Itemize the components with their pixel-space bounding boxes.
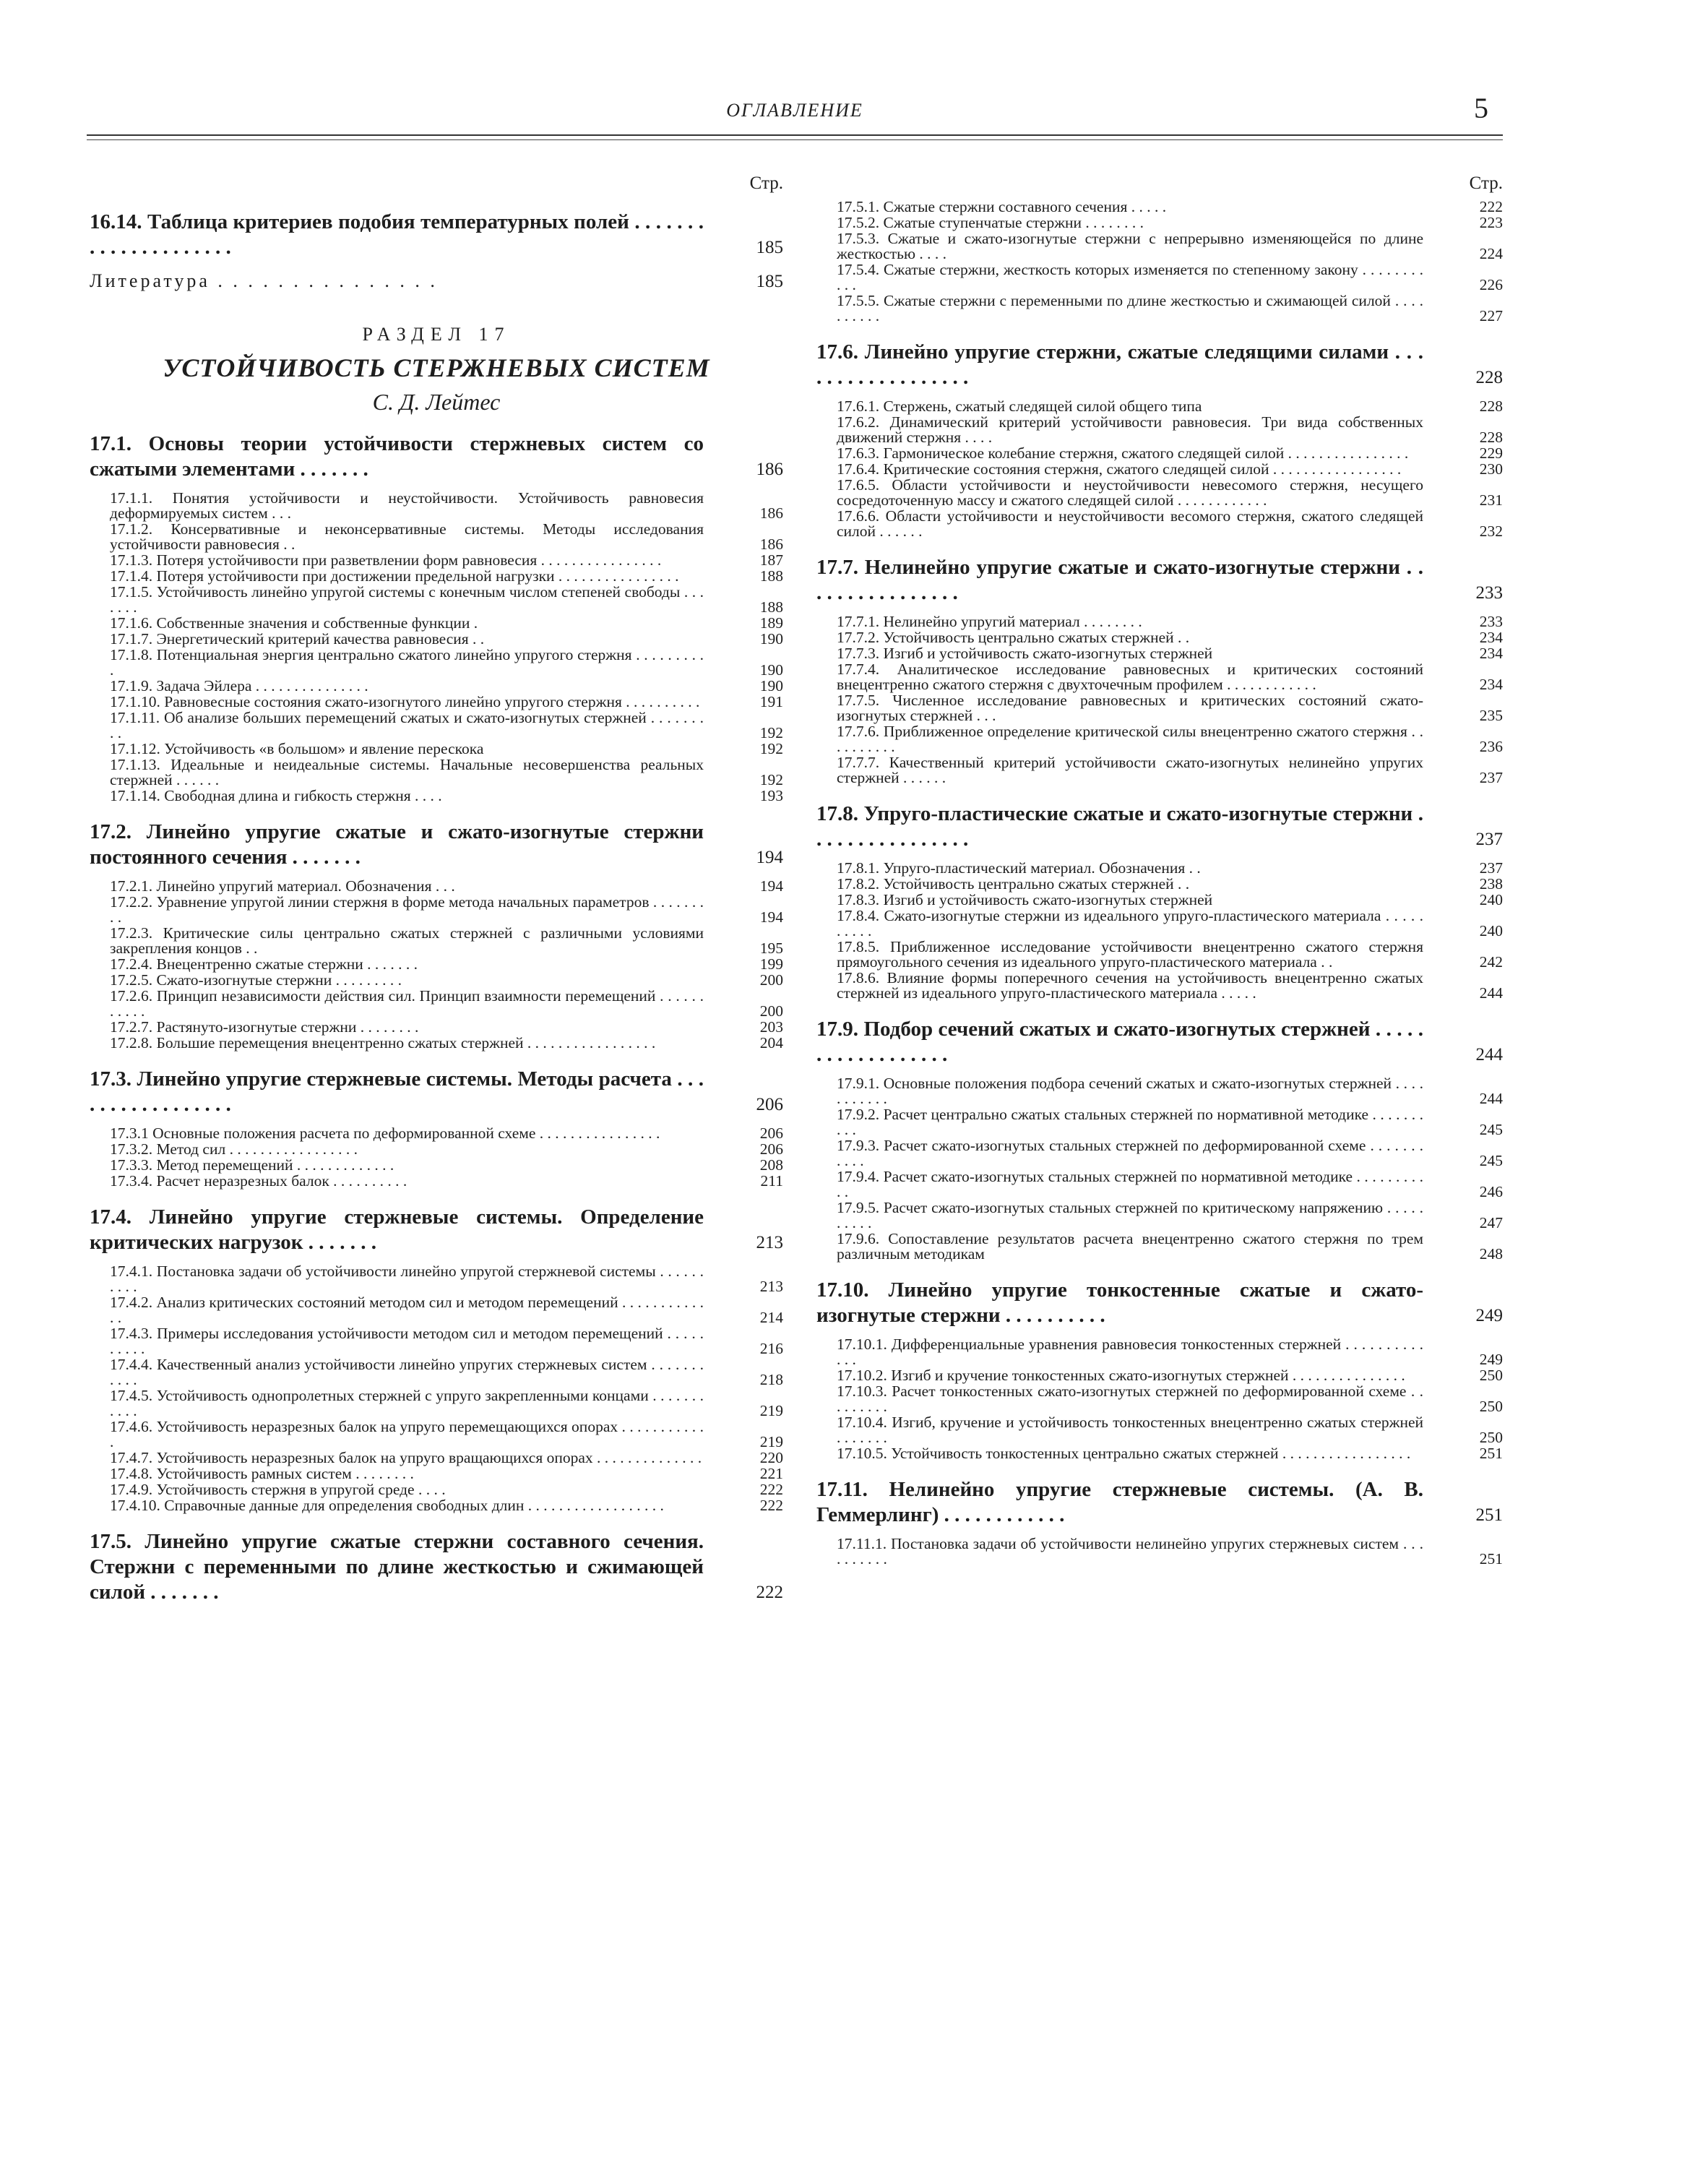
toc-entry-page: 234 [1479,645,1503,662]
toc-subsection-entry [90,648,783,678]
toc-entry-page: 244 [1479,1090,1503,1107]
toc-subsection-entry [816,1231,1503,1262]
toc-entry-title: 17.8.6. Влияние формы поперечного сечения на устойчивость внецентренно сжатых стержней из идеального упруго-пластического материала . . . . . [837,969,1423,1002]
section-author: С. Д. Лейтес [372,389,501,415]
toc-entry-page: 222 [1479,198,1503,215]
toc-subsection-entry [816,1415,1503,1445]
toc-entry-title: 17.4.7. Устойчивость неразрезных балок на упруго вращающихся опорах . . . . . . . . . . . . . . [110,1449,702,1466]
toc-entry-page: 251 [1479,1445,1503,1462]
toc-entry-title: 17.9.2. Расчет центрально сжатых стальных стержней по нормативной методике . . . . . . . . . . [837,1106,1423,1138]
toc-entry-page: 237 [1479,769,1503,786]
toc-subsection-entry [90,616,783,631]
toc-entry-page: 191 [759,693,783,710]
toc-entry-title: 17.7.7. Качественный критерий устойчивости сжато-изогнутых нелинейно упругих стержней . . . . . . [837,754,1423,786]
toc-entry-title: 17.1.3. Потеря устойчивости при разветвлении форм равновесия . . . . . . . . . . . . . . . . [110,551,662,569]
toc-entry-title: 17.7. Нелинейно упругие сжатые и сжато-изогнутые стержни . . . . . . . . . . . . . . . . [816,556,1423,604]
toc-entry-title: 17.9.4. Расчет сжато-изогнутых стальных стержней по нормативной методике . . . . . . . . . . . [837,1168,1423,1200]
toc-entry-title: 17.11.1. Постановка задачи об устойчивости нелинейно упругих стержневых систем . . . . . . . . . . [837,1535,1423,1568]
toc-section-entry [816,1477,1503,1528]
toc-entry-page: 245 [1479,1121,1503,1138]
toc-entry-title: 17.1.13. Идеальные и неидеальные системы. Начальные несовершенства реальных стержней . . . . . . [110,756,704,788]
toc-entry-title: 17.1.1. Понятия устойчивости и неустойчивости. Устойчивость равновесия деформируемых систем . . . [110,489,704,522]
toc-entry-title: 17.1.4. Потеря устойчивости при достижении предельной нагрузки . . . . . . . . . . . . . . . . [110,567,679,585]
toc-subsection-entry [90,1357,783,1388]
toc-subsection-entry [816,293,1503,324]
toc-subsection-entry [816,614,1503,629]
toc-subsection-entry [90,879,783,894]
toc-entry-page: 221 [759,1465,783,1482]
toc-subsection-entry [90,1466,783,1482]
toc-entry-title: 17.2.8. Большие перемещения внецентренно сжатых стержней . . . . . . . . . . . . . . . . . [110,1034,656,1052]
toc-entry-page: 214 [759,1309,783,1326]
toc-entry-page: 237 [1479,859,1503,877]
toc-entry-page: 188 [759,598,783,616]
toc-subsection-entry [816,509,1503,539]
toc-entry-page: 186 [759,504,783,522]
toc-entry-page: 244 [1479,984,1503,1002]
toc-entry-title: 17.2.3. Критические силы центрально сжатых стержней с различными условиями закрепления концов . . [110,924,704,957]
toc-entry-page: 219 [759,1402,783,1419]
toc-entry-page: 185 [756,238,783,257]
toc-entry-page: 190 [759,677,783,695]
toc-entry-page: 188 [759,567,783,585]
toc-entry-page: 192 [759,724,783,741]
toc-section-entry [90,1529,783,1605]
toc-entry-title: 17.6.3. Гармоническое колебание стержня, сжатого следящей силой . . . . . . . . . . . . . . . . [837,444,1409,462]
toc-entry-title: 17.2.6. Принцип независимости действия сил. Принцип взаимности перемещений . . . . . . . . . . . [110,987,704,1020]
toc-right-column [816,173,1503,1568]
toc-entry-title: 17.7.2. Устойчивость центрально сжатых стержней . . [837,629,1190,646]
toc-entry-title: 17.1.9. Задача Эйлера . . . . . . . . . . . . . . . [110,677,368,695]
toc-entries-section-17 [90,431,783,1605]
toc-subsection-entry [816,399,1503,414]
toc-entry-title: 17.4.3. Примеры исследования устойчивости методом сил и методом перемещений . . . . . . . . . . [110,1325,704,1357]
toc-entry-title: 17.5. Линейно упругие сжатые стержни составного сечения. Стержни с переменными по длине жесткостью и сжимающей силой . . . . . . . [90,1530,704,1604]
toc-entry-title: 17.4. Линейно упругие стержневые системы. Определение критических нагрузок . . . . . . . [90,1205,704,1254]
toc-subsection-entry [90,1174,783,1189]
toc-entry-title: 17.5.2. Сжатые ступенчатые стержни . . . . . . . . [837,214,1144,231]
toc-entry-title: 17.7.1. Нелинейно упругий материал . . . . . . . . [837,613,1142,630]
toc-entries-right [816,199,1503,1567]
toc-subsection-entry [816,662,1503,692]
toc-entry-title: 17.2.4. Внецентренно сжатые стержни . . . . . . . [110,955,418,973]
toc-subsection-entry [90,973,783,988]
toc-entry-title: 17.1.7. Энергетический критерий качества равновесия . . [110,630,485,648]
toc-subsection-entry [816,462,1503,477]
toc-subsection-entry [816,1384,1503,1414]
toc-entry-page: 230 [1479,460,1503,478]
toc-entry-title: 17.2.1. Линейно упругий материал. Обозначения . . . [110,877,455,895]
toc-entry-page: 235 [1479,707,1503,724]
toc-entry-page: 192 [759,771,783,788]
toc-subsection-entry [816,861,1503,876]
toc-entry-title: 17.4.5. Устойчивость однопролетных стержней с упруго закрепленными концами . . . . . . . . . . . [110,1387,704,1419]
toc-section-entry [816,801,1503,852]
toc-entry-title: 17.4.6. Устойчивость неразрезных балок на упруго перемещающихся опорах . . . . . . . . . . . . [110,1418,704,1450]
toc-entry-page: 222 [756,1583,783,1602]
toc-entry-title: 17.2.2. Уравнение упругой линии стержня в форме метода начальных параметров . . . . . . . . . [110,893,704,926]
toc-entry-page: 203 [759,1018,783,1036]
toc-entry-title: 17.9.1. Основные положения подбора сечений сжатых и сжато-изогнутых стержней . . . . . . . . . . . [837,1075,1423,1107]
toc-entry-page: 234 [1479,629,1503,646]
toc-entry-page: 216 [759,1340,783,1357]
toc-entry-title: 17.8.2. Устойчивость центрально сжатых стержней . . [837,875,1190,893]
toc-entry-page: 246 [1479,1183,1503,1200]
toc-entry-title: 17.10. Линейно упругие тонкостенные сжатые и сжато-изогнутые стержни . . . . . . . . . . [816,1278,1423,1327]
toc-entry-page: 226 [1479,276,1503,293]
toc-entry-title: 17.6.6. Области устойчивости и неустойчивости весомого стержня, сжатого следящей силой . . . . . . [837,507,1423,540]
toc-entry-title: 17.6.5. Области устойчивости и неустойчивости невесомого стержня, несущего сосредоточенную массу и сжатого следящей силой . . . . . . . . . . . . [837,476,1423,509]
toc-subsection-entry [90,1158,783,1173]
toc-entry-page: 227 [1479,307,1503,324]
toc-entry-title: 17.7.3. Изгиб и устойчивость сжато-изогнутых стержней [837,645,1213,662]
toc-entry-page: 206 [759,1124,783,1142]
toc-entry-page: 200 [759,971,783,989]
toc-entry-title: 17.7.6. Приближенное определение критической силы внецентренно сжатого стержня . . . . . . . . . . [837,723,1423,755]
toc-entry-title: 17.10.1. Дифференциальные уравнения равновесия тонкостенных стержней . . . . . . . . . . . . . [837,1336,1423,1368]
toc-entry-title: 17.5.4. Сжатые стержни, жесткость которых изменяется по степенному закону . . . . . . . . . . . [837,261,1423,293]
section-label: РАЗДЕЛ 17 [362,324,511,345]
toc-subsection-entry [90,1388,783,1419]
toc-entry-title: Литература . . . . . . . . . . . . . . . [90,270,438,291]
toc-subsection-entry [816,215,1503,231]
toc-left-column [90,173,783,1614]
toc-subsection-entry [90,1142,783,1157]
toc-entry-page: 222 [759,1481,783,1498]
toc-entry-page: 251 [1475,1505,1503,1525]
toc-subsection-entry [90,553,783,568]
toc-entry-title: 17.9.6. Сопоставление результатов расчета внецентренно сжатого стержня по трем различным методикам [837,1230,1423,1263]
toc-subsection-entry [816,199,1503,215]
toc-entry-page: 194 [759,877,783,895]
toc-entry-page: 223 [1479,214,1503,231]
toc-entry-title: 16.14. Таблица критериев подобия температурных полей . . . . . . . . . . . . . . . . . . . . . [90,210,704,259]
toc-entry-title: 17.4.2. Анализ критических состояний методом сил и методом перемещений . . . . . . . . . . . . . [110,1294,704,1326]
toc-subsection-entry [90,895,783,925]
toc-subsection-entry [816,1138,1503,1169]
toc-entry-page: 186 [759,536,783,553]
toc-subsection-entry [90,957,783,972]
toc-subsection-entry [816,1337,1503,1367]
toc-entry-page: 242 [1479,953,1503,971]
toc-entry-page: 240 [1479,922,1503,939]
toc-subsection-entry [90,741,783,757]
toc-entry-page: 234 [1479,676,1503,693]
toc-entry-title: 17.1.11. Об анализе больших перемещений сжатых и сжато-изогнутых стержней . . . . . . . . . [110,709,704,741]
toc-entry-title: 17.2. Линейно упругие сжатые и сжато-изогнутые стержни постоянного сечения . . . . . . . [90,820,704,869]
header-rule-thin [87,139,1503,140]
toc-subsection-entry [816,971,1503,1001]
toc-subsection-entry [90,491,783,521]
toc-entry-title: 17.8.5. Приближенное исследование устойчивости внецентренно сжатого стержня прямоугольного сечения из идеального упруго-пластического материала . . [837,938,1423,971]
toc-entry-page: 228 [1475,368,1503,387]
toc-subsection-entry [816,1107,1503,1138]
toc-entry-title: 17.6.2. Динамический критерий устойчивости равновесия. Три вида собственных движений стержня . . . . [837,413,1423,446]
toc-entry-title: 17.6.1. Стержень, сжатый следящей силой общего типа [837,397,1202,415]
running-header-title: ОГЛАВЛЕНИЕ [726,100,863,121]
toc-entry-title: 17.4.1. Постановка задачи об устойчивости линейно упругой стержневой системы . . . . . . . . . . [110,1263,704,1295]
toc-entry-page: 244 [1475,1045,1503,1065]
toc-entry-title: 17.3. Линейно упругие стержневые системы. Методы расчета . . . . . . . . . . . . . . . . . [90,1067,704,1116]
toc-entry-title: 17.6. Линейно упругие стержни, сжатые следящими силами . . . . . . . . . . . . . . . . . . [816,340,1423,389]
toc-subsection-entry [816,262,1503,293]
toc-entry-page: 192 [759,740,783,757]
toc-subsection-entry [90,1295,783,1325]
toc-subsection-entry [816,415,1503,445]
toc-section-entry [816,1278,1503,1328]
toc-subsection-entry [816,877,1503,892]
toc-entry-page: 204 [759,1034,783,1052]
toc-entry-title: 17.4.10. Справочные данные для определения свободных длин . . . . . . . . . . . . . . . . . . [110,1497,664,1514]
toc-section-entry [90,820,783,870]
toc-section-entry [816,1017,1503,1067]
page-column-label: Стр. [749,173,783,193]
toc-entry-title: 17.1.8. Потенциальная энергия центрально сжатого линейно упругого стержня . . . . . . . . . . [110,646,704,679]
toc-entry-page: 250 [1479,1367,1503,1384]
toc-entry-page: 189 [759,614,783,632]
toc-entry-page: 208 [759,1156,783,1174]
toc-subsection-entry [90,1326,783,1356]
toc-entry-title: 17.5.5. Сжатые стержни с переменными по длине жесткостью и сжимающей силой . . . . . . . . . . [837,292,1423,324]
toc-entry-title: 17.10.5. Устойчивость тонкостенных центрально сжатых стержней . . . . . . . . . . . . . . . . . [837,1445,1411,1462]
toc-section-entry [90,1205,783,1255]
toc-subsection-entry [816,446,1503,461]
toc-entry-page: 186 [756,460,783,479]
toc-entry-title: 17.4.8. Устойчивость рамных систем . . . . . . . . [110,1465,414,1482]
toc-entry-title: 17.10.2. Изгиб и кручение тонкостенных сжато-изогнутых стержней . . . . . . . . . . . . . . . [837,1367,1405,1384]
toc-entry-page: 199 [759,955,783,973]
section-heading [90,324,783,416]
toc-entry-title: 17.9.5. Расчет сжато-изогнутых стальных стержней по критическому напряжению . . . . . . . . . . [837,1199,1423,1231]
toc-entry-title: 17.3.2. Метод сил . . . . . . . . . . . . . . . . . [110,1140,358,1158]
toc-subsection-entry [816,1368,1503,1383]
toc-entry-page: 185 [756,272,783,291]
toc-entry-title: 17.9.3. Расчет сжато-изогнутых стальных стержней по деформированной схеме . . . . . . . . . . . [837,1137,1423,1169]
toc-entry-page: 249 [1475,1306,1503,1325]
header-rule [87,134,1503,136]
page-number: 5 [1474,92,1488,124]
toc-subsection-entry [90,632,783,647]
toc-entry-title: 17.11. Нелинейно упругие стержневые системы. (А. В. Геммерлинг) . . . . . . . . . . . . [816,1478,1423,1526]
toc-entry-title: 17.2.7. Растянуто-изогнутые стержни . . . . . . . . [110,1018,419,1036]
toc-entry-title: 17.6.4. Критические состояния стержня, сжатого следящей силой . . . . . . . . . . . . . . . . . [837,460,1402,478]
toc-entry-page: 219 [759,1433,783,1450]
toc-entry-page: 250 [1479,1398,1503,1415]
toc-subsection-entry [90,569,783,584]
page-column-label: Стр. [1469,173,1503,193]
toc-subsection-entry [816,1076,1503,1106]
toc-entry-title: 17.3.1 Основные положения расчета по деформированной схеме . . . . . . . . . . . . . . . . [110,1124,660,1142]
toc-entry-page: 232 [1479,523,1503,540]
toc-section-entry [90,1067,783,1117]
toc-entry-page: 206 [759,1140,783,1158]
toc-entry-page: 250 [1479,1429,1503,1446]
toc-entry-title: 17.7.4. Аналитическое исследование равновесных и критических состояний внецентренно сжатого стержня с двухточечным профилем . . . . . . . . . . . . [837,661,1423,693]
toc-entry-page: 248 [1479,1245,1503,1263]
toc-subsection-entry [90,757,783,788]
toc-subsection-entry [90,585,783,615]
toc-entry-page: 236 [1479,738,1503,755]
toc-entry-title: 17.8.3. Изгиб и устойчивость сжато-изогнутых стержней [837,891,1213,908]
toc-entry-page: 237 [1475,830,1503,849]
toc-entry-title: 17.1.2. Консервативные и неконсервативные системы. Методы исследования устойчивости равновесия . . [110,520,704,553]
section-title: УСТОЙЧИВОСТЬ СТЕРЖНЕВЫХ СИСТЕМ [163,353,710,382]
toc-entry-page: 229 [1479,444,1503,462]
toc-subsection-entry [816,908,1503,939]
toc-subsection-entry [90,695,783,710]
toc-entry-page: 211 [760,1172,783,1190]
toc-literature-entry [90,270,783,292]
toc-subsection-entry [816,1169,1503,1200]
toc-entry-title: 17.1.12. Устойчивость «в большом» и явление перескока [110,740,484,757]
toc-subsection-entry [90,1264,783,1294]
toc-entry-page: 195 [759,939,783,957]
toc-subsection-entry [816,478,1503,508]
toc-subsection-entry [816,939,1503,970]
toc-entry-title: 17.3.4. Расчет неразрезных балок . . . . . . . . . . [110,1172,407,1190]
toc-entry-page: 224 [1479,245,1503,262]
toc-entry-page: 238 [1479,875,1503,893]
toc-entry-page: 213 [756,1233,783,1252]
toc-entry-page: 233 [1479,613,1503,630]
toc-entry-title: 17.1.14. Свободная длина и гибкость стержня . . . . [110,787,442,804]
toc-entry-title: 17.1.5. Устойчивость линейно упругой системы с конечным числом степеней свободы . . . . . . . [110,583,704,616]
toc-entry-page: 213 [759,1278,783,1295]
toc-subsection-entry [816,724,1503,754]
toc-entry-title: 17.4.9. Устойчивость стержня в упругой среде . . . . [110,1481,446,1498]
toc-entry-title: 17.3.3. Метод перемещений . . . . . . . . . . . . . [110,1156,394,1174]
toc-subsection-entry [90,1450,783,1466]
toc-entry-page: 233 [1475,583,1503,603]
toc-section-entry [90,431,783,482]
toc-subsection-entry [90,1020,783,1035]
toc-subsection-entry [816,1536,1503,1567]
toc-subsection-entry [90,989,783,1019]
toc-entry-title: 17.1.6. Собственные значения и собственные функции . [110,614,478,632]
toc-entry-title: 17.7.5. Численное исследование равновесных и критических состояний сжато-изогнутых стержней . . . [837,692,1423,724]
toc-entries-before-section [90,210,783,292]
toc-entry-page: 228 [1479,397,1503,415]
toc-entry-title: 17.10.3. Расчет тонкостенных сжато-изогнутых стержней по деформированной схеме . . . . . . . . . [837,1382,1423,1415]
toc-section-entry [816,555,1503,606]
toc-subsection-entry [816,893,1503,908]
toc-entry-page: 249 [1479,1351,1503,1368]
toc-subsection-entry [816,755,1503,786]
toc-subsection-entry [816,693,1503,723]
toc-entry-title: 17.2.5. Сжато-изогнутые стержни . . . . . . . . . [110,971,402,989]
toc-entry-page: 240 [1479,891,1503,908]
toc-subsection-entry [90,788,783,804]
toc-subsection-entry [90,1482,783,1497]
toc-entry-title: 17.8.4. Сжато-изогнутые стержни из идеального упруго-пластического материала . . . . . . . . . . [837,907,1423,939]
toc-subsection-entry [90,522,783,552]
toc-subsection-entry [90,926,783,956]
toc-subsection-entry [816,1446,1503,1461]
toc-subsection-entry [90,1498,783,1513]
toc-entry-page: 247 [1479,1214,1503,1231]
toc-entry-page: 200 [759,1002,783,1020]
toc-entry-page: 194 [759,908,783,926]
toc-entry-page: 245 [1479,1152,1503,1169]
toc-subsection-entry [90,1126,783,1141]
toc-subsection-entry [816,231,1503,262]
toc-entry-page: 228 [1479,429,1503,446]
toc-entry-page: 222 [759,1497,783,1514]
toc-subsection-entry [816,1200,1503,1231]
toc-entry-page: 190 [759,661,783,679]
toc-entry-page: 231 [1479,491,1503,509]
toc-entry-page: 187 [759,551,783,569]
toc-entry-page: 218 [759,1371,783,1388]
toc-section-entry [90,210,783,260]
toc-entry-page: 206 [756,1095,783,1114]
toc-entry-title: 17.10.4. Изгиб, кручение и устойчивость тонкостенных внецентренно сжатых стержней . . . . . . . [837,1414,1423,1446]
toc-subsection-entry [816,630,1503,645]
toc-entry-title: 17.8.1. Упруго-пластический материал. Обозначения . . [837,859,1201,877]
toc-subsection-entry [816,646,1503,661]
toc-entry-title: 17.8. Упруго-пластические сжатые и сжато-изогнутые стержни . . . . . . . . . . . . . . . . [816,802,1423,851]
toc-entry-page: 251 [1479,1550,1503,1568]
toc-section-entry [816,340,1503,390]
toc-subsection-entry [90,679,783,694]
toc-entry-page: 194 [756,848,783,867]
toc-entry-page: 190 [759,630,783,648]
toc-entry-page: 193 [759,787,783,804]
toc-entry-title: 17.4.4. Качественный анализ устойчивости линейно упругих стержневых систем . . . . . . . . . . . [110,1356,704,1388]
toc-entry-title: 17.5.1. Сжатые стержни составного сечения . . . . . [837,198,1167,215]
toc-subsection-entry [90,1036,783,1051]
toc-subsection-entry [90,1419,783,1450]
toc-subsection-entry [90,710,783,741]
toc-entry-title: 17.5.3. Сжатые и сжато-изогнутые стержни с непрерывно изменяющейся по длине жесткостью . . . . [837,230,1423,262]
toc-entry-page: 220 [759,1449,783,1466]
toc-entry-title: 17.1. Основы теории устойчивости стержневых систем со сжатыми элементами . . . . . . . [90,432,704,481]
toc-entry-title: 17.1.10. Равновесные состояния сжато-изогнутого линейно упругого стержня . . . . . . . . . . [110,693,700,710]
toc-entry-title: 17.9. Подбор сечений сжатых и сжато-изогнутых стержней . . . . . . . . . . . . . . . . . . [816,1018,1423,1066]
